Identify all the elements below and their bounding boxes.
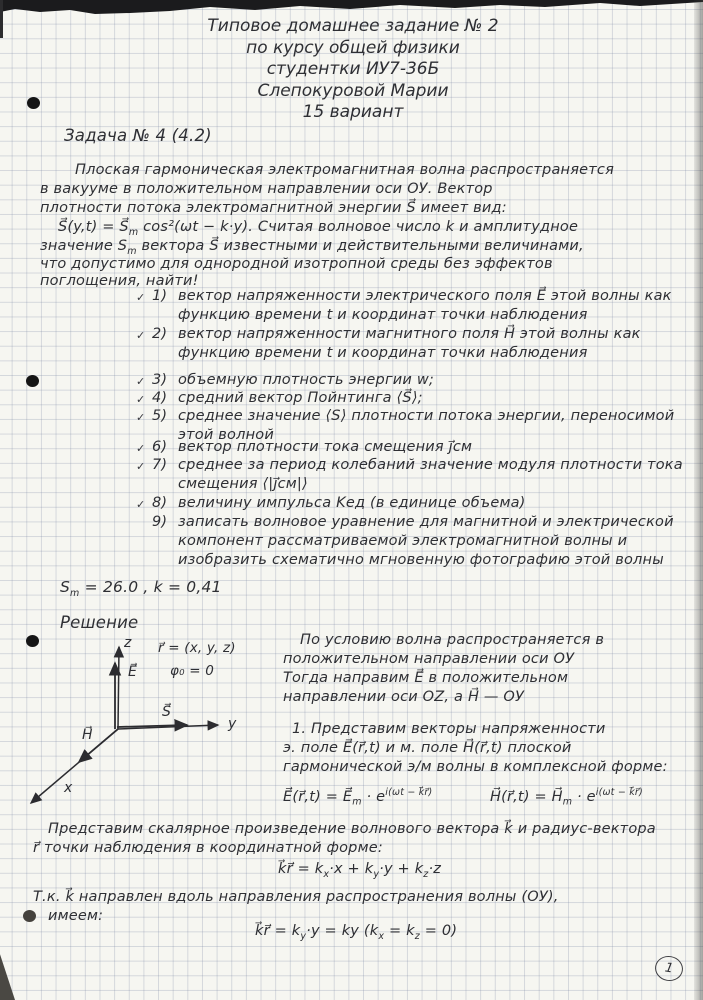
solution-line: положительном направлении оси ОУ xyxy=(283,651,575,667)
intro-line: в вакууме в положительном направлении оси ОУ. Вектор xyxy=(40,181,493,197)
formula-subscript: m xyxy=(352,796,362,808)
task-item xyxy=(136,389,692,408)
z-axis xyxy=(118,647,119,729)
checkmark-icon: ✓ xyxy=(136,329,146,342)
header-line: Слепокуровой Марии xyxy=(257,80,449,101)
formula-text: ·z xyxy=(428,861,442,877)
bottom-left-corner-shadow xyxy=(0,948,15,1000)
item-text: среднее значение ⟨S⟩ плотности потока энергии, переносимой этой волной xyxy=(178,408,675,443)
item-text: вектор напряженности магнитного поля H⃗ этой волны как функцию времени t и координат точки наблюдения xyxy=(178,326,641,361)
formula-text: cos²(ωt − k·y). Считая волновое число k и амплитудное xyxy=(138,219,579,235)
formula-subscript: m xyxy=(562,796,573,808)
item-text: записать волновое уравнение для магнитной и электрической компонент рассматриваемой электромагнитной волны и изобразить схематично мгновенную фотографию этой волны xyxy=(178,514,674,568)
formula-text: · e xyxy=(572,788,596,805)
formula-subscript: y xyxy=(300,930,307,942)
item-number: 7) xyxy=(152,457,168,473)
formula-text: E⃗(r⃗,t) = E⃗ xyxy=(283,788,353,805)
checkmark-icon: ✓ xyxy=(136,442,146,455)
formula-subscript: x xyxy=(378,930,385,942)
header-line: по курсу общей физики xyxy=(246,37,460,58)
item-number: 8) xyxy=(152,495,168,511)
task-item xyxy=(136,438,692,457)
item-number: 3) xyxy=(152,372,168,388)
intro-line: Плоская гармоническая электромагнитная волна распространяется xyxy=(75,162,615,178)
phase-note: φ₀ = 0 xyxy=(170,663,215,679)
formula-exponent: i(ωt − k⃗r⃗) xyxy=(595,787,643,798)
page-number: 1 xyxy=(663,960,675,977)
wave-equation-e xyxy=(283,783,432,812)
item-text: средний вектор Пойнтинга ⟨S⃗⟩; xyxy=(178,390,423,406)
task-item xyxy=(136,513,692,570)
formula-text: = 0) xyxy=(419,923,458,939)
checkmark-icon: ✓ xyxy=(136,291,146,304)
solution-line: гармонической э/м волны в комплексной форме: xyxy=(283,759,668,775)
formula-subscript: y xyxy=(373,868,380,880)
item-number: 2) xyxy=(152,326,168,342)
item-number: 6) xyxy=(152,439,168,455)
task-item xyxy=(136,325,692,363)
hole-punch xyxy=(23,910,36,922)
h-vector-label: H⃗ xyxy=(82,727,93,743)
item-text: среднее за период колебаний значение модуля плотности тока смещения ⟨|j⃗см|⟩ xyxy=(178,457,683,492)
solution-line: Представим скалярное произведение волнового вектора k⃗ и радиус-вектора xyxy=(48,821,656,837)
solution-line: э. поле E⃗(r⃗,t) и м. поле H⃗(r⃗,t) плоской xyxy=(283,740,572,756)
item-number: 1) xyxy=(152,288,168,304)
formula-exponent: i(ωt − k⃗r⃗) xyxy=(385,787,433,798)
e-vector-label: E⃗ xyxy=(128,664,138,680)
intro-line: что допустимо для однородной изотропной среды без эффектов xyxy=(40,256,553,272)
checkmark-icon: ✓ xyxy=(136,411,146,424)
document-header xyxy=(168,16,538,124)
formula-text: вектора S⃗ известными и действительными величинами, xyxy=(136,238,584,254)
formula-text: k⃗r⃗ = k xyxy=(255,923,301,939)
formula-subscript: m xyxy=(127,245,137,257)
task-item xyxy=(136,494,692,513)
formula-text: ·y = ky (k xyxy=(306,923,379,939)
left-edge-shadow xyxy=(0,0,3,38)
solution-line: имеем: xyxy=(48,908,104,924)
task-item xyxy=(136,456,692,494)
solution-line: r⃗ точки наблюдения в координатной форме: xyxy=(33,840,383,856)
solution-heading: Решение xyxy=(60,613,139,632)
checkmark-icon: ✓ xyxy=(136,393,146,406)
formula-subscript: z xyxy=(423,868,429,880)
formula-text: S xyxy=(60,578,71,596)
formula-text: ·x + k xyxy=(329,861,374,877)
formula-text: H⃗(r⃗,t) = H⃗ xyxy=(490,788,563,805)
s-vector-label: S⃗ xyxy=(162,704,172,720)
checkmark-icon: ✓ xyxy=(136,375,146,388)
item-text: величину импульса Kед (в единице объема) xyxy=(178,495,526,511)
given-values xyxy=(60,578,222,603)
header-line: Типовое домашнее задание № 2 xyxy=(207,16,499,36)
task-title: Задача № 4 (4.2) xyxy=(64,126,212,145)
formula-text: = k xyxy=(384,923,415,939)
solution-line: 1. Представим векторы напряженности xyxy=(292,721,606,737)
right-edge-shadow xyxy=(694,0,703,1000)
task-item xyxy=(136,371,692,390)
formula-text: = 26.0 , k = 0,41 xyxy=(79,578,222,596)
formula-text: значение S xyxy=(40,238,128,254)
torn-paper-edge xyxy=(0,0,703,16)
kr2-formula xyxy=(255,922,457,946)
item-text: объемную плотность энергии w; xyxy=(178,372,434,388)
header-line: студентки ИУ7-36Б xyxy=(266,59,440,79)
formula-subscript: m xyxy=(70,588,80,600)
formula-text: ·y + k xyxy=(379,861,424,877)
solution-line: Т.к. k⃗ направлен вдоль направления распространения волны (ОУ), xyxy=(33,889,559,905)
intro-line: плотности потока электромагнитной энергии S⃗ имеет вид: xyxy=(40,200,507,216)
item-number: 4) xyxy=(152,390,168,406)
wave-equation-h xyxy=(490,783,643,812)
z-axis-label: z xyxy=(124,635,132,651)
item-number: 5) xyxy=(152,408,168,424)
solution-line: направлении оси OZ, а H⃗ — ОУ xyxy=(283,689,525,705)
item-number: 9) xyxy=(152,514,168,530)
item-text: вектор плотности тока смещения j⃗см xyxy=(178,439,473,455)
hole-punch xyxy=(27,97,40,109)
intro-line: поглощения, найти! xyxy=(40,273,199,289)
task-item xyxy=(136,287,692,325)
y-axis-label: y xyxy=(228,716,237,732)
formula-subscript: z xyxy=(414,930,420,942)
item-text: вектор напряженности электрического поля E⃗ этой волны как функцию времени t и координат точки наблюдения xyxy=(178,288,672,323)
axes-diagram xyxy=(20,633,255,818)
header-line: 15 вариант xyxy=(302,102,404,122)
formula-subscript: m xyxy=(128,226,139,238)
solution-line: По условию волна распространяется в xyxy=(300,632,605,648)
checkmark-icon xyxy=(136,514,148,571)
formula-text: k⃗r⃗ = k xyxy=(278,861,324,877)
hole-punch xyxy=(26,375,39,387)
radius-vector-note: r⃗ = (x, y, z) xyxy=(158,640,236,656)
formula-text: · e xyxy=(361,788,386,805)
checkmark-icon: ✓ xyxy=(136,498,146,511)
checkmark-icon: ✓ xyxy=(136,460,146,473)
formula-subscript: x xyxy=(323,868,330,880)
page-number-badge xyxy=(653,954,685,983)
formula-text: S⃗(y,t) = S⃗ xyxy=(58,219,129,235)
solution-line: Тогда направим E⃗ в положительном xyxy=(283,670,569,686)
kr-formula xyxy=(278,860,441,884)
x-axis-label: x xyxy=(64,780,73,796)
